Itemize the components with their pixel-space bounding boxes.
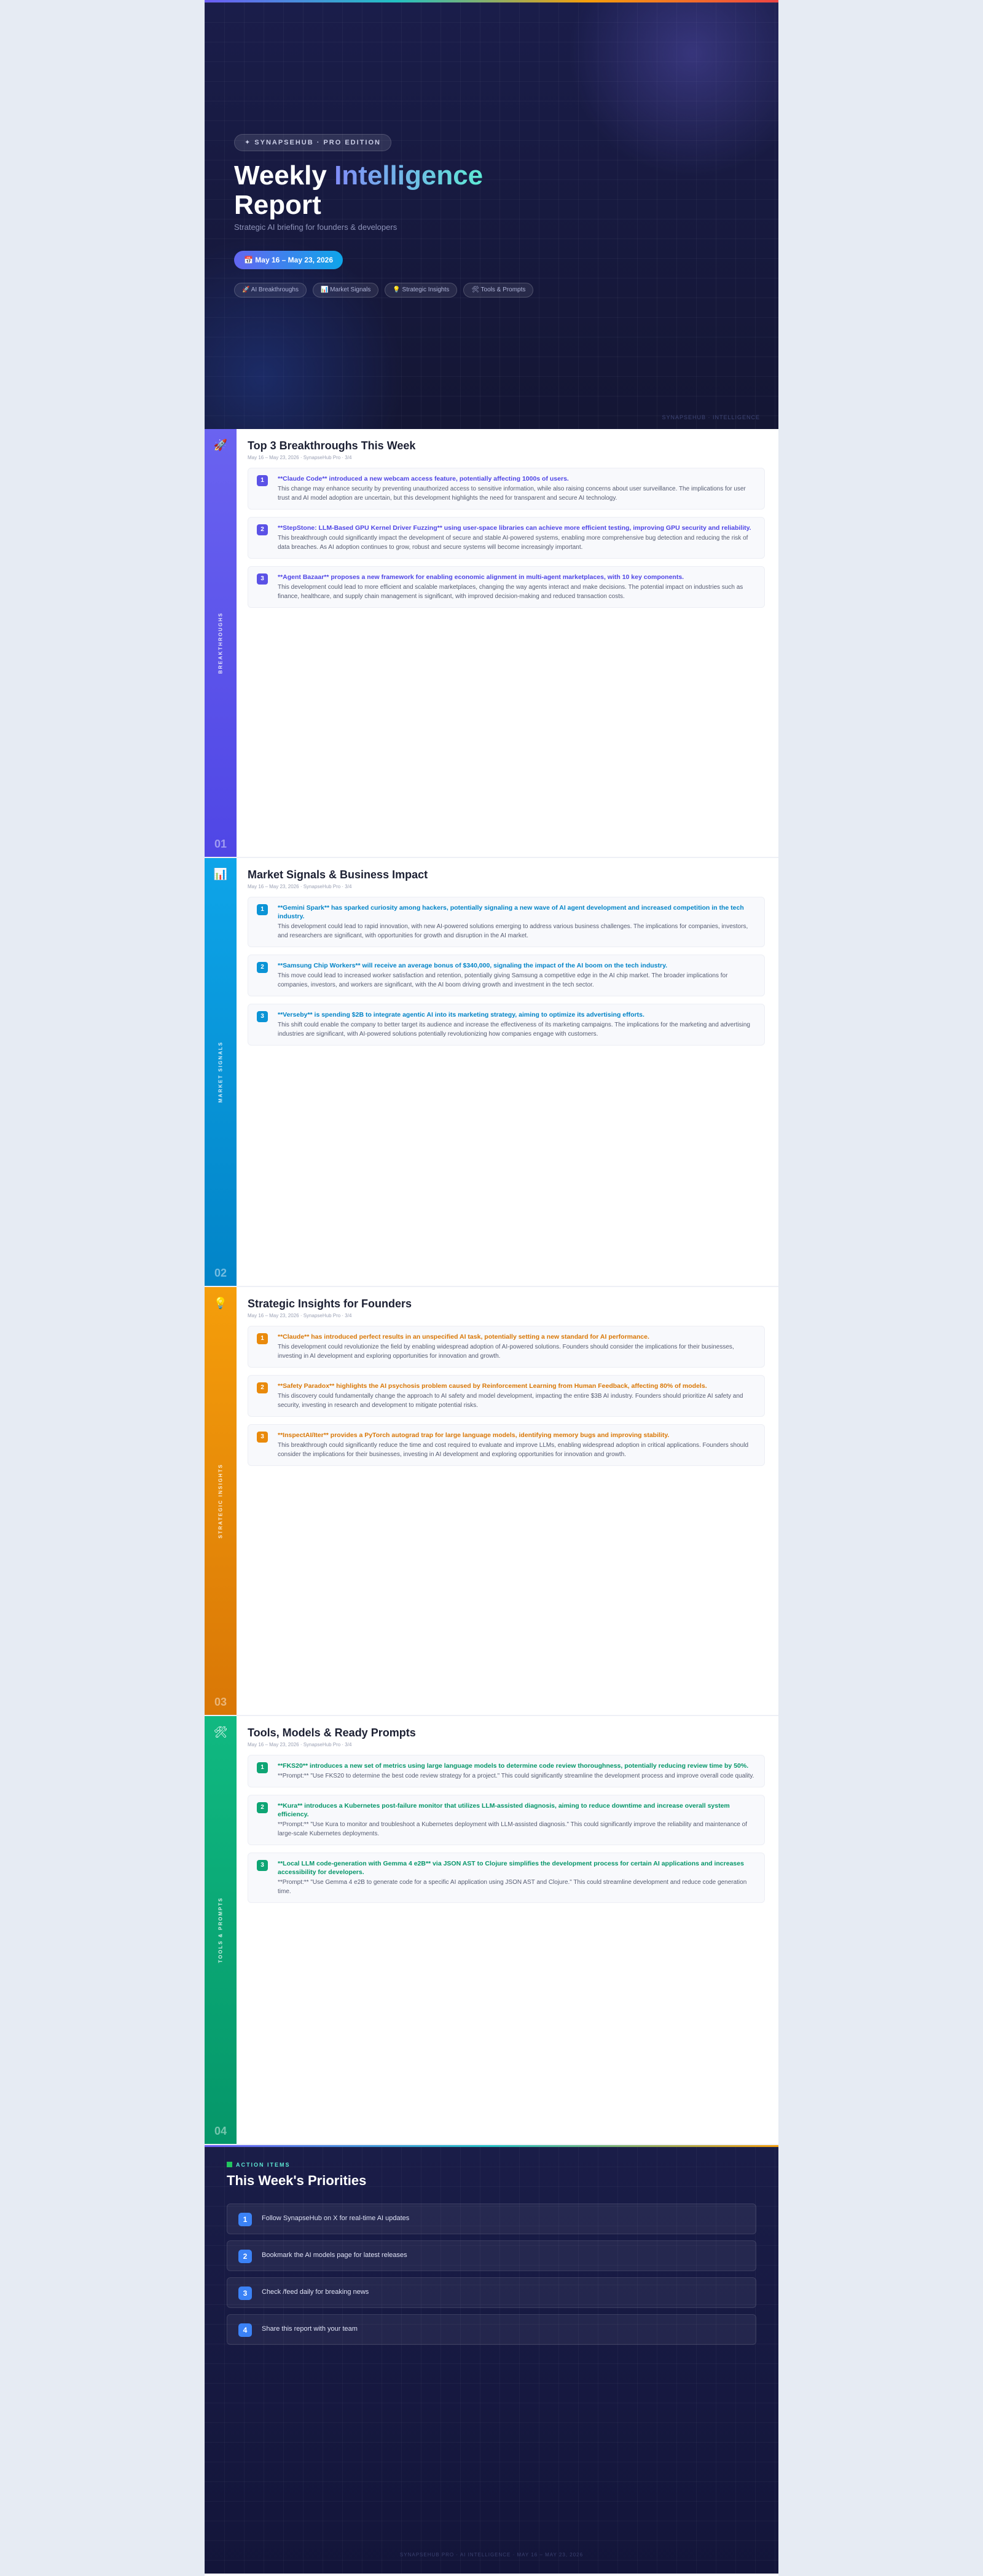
item-body: **Prompt:** "Use Gemma 4 e2B to generate code for a specific AI application using JSON AST and Clojure." This could streamline development and reduce code generation time. [278, 1879, 747, 1895]
tag-strategic-insights[interactable]: 💡 Strategic Insights [385, 283, 457, 297]
section-content [248, 1726, 765, 1903]
list-item [248, 517, 765, 559]
item-number-badge: 3 [257, 1432, 268, 1443]
date-range-badge: 📅 May 16 – May 23, 2026 [234, 251, 343, 269]
section-vertical-label: STRATEGIC INSIGHTS [217, 1463, 224, 1538]
item-body: This development could lead to more efficient and scalable marketplaces, changing the way agents interact and make decisions. The potential impact on industries such as finance, healthcare, and supply chain management is significant, with improved decision-making and reduced transaction costs. [278, 584, 743, 600]
item-number-badge: 1 [257, 1333, 268, 1344]
hero-footer-text: SYNAPSEHUB · INTELLIGENCE [662, 414, 760, 420]
section-vertical-label: TOOLS & PROMPTS [217, 1897, 224, 1963]
priority-text: Follow SynapseHub on X for real-time AI updates [262, 2215, 410, 2222]
priorities-list [227, 2204, 756, 2351]
priority-text: Check /feed daily for breaking news [262, 2288, 369, 2296]
priority-number-badge: 1 [238, 2213, 252, 2226]
item-headline: **Samsung Chip Workers** will receive an average bonus of $340,000, signaling the impact of the AI boom on the tech industry. [278, 962, 668, 969]
item-number-badge: 1 [257, 1762, 268, 1773]
tools-icon: 🛠 [213, 1726, 228, 1738]
item-headline: **Kura** introduces a Kubernetes post-failure monitor that utilizes LLM-assisted diagnosis, aiming to reduce downtime and increase overall system efficiency. [278, 1802, 730, 1818]
item-body: This breakthrough could significantly reduce the time and cost required to evaluate and improve LLMs, enabling widespread adoption in critical applications. Founders should consider the implications for their businesses, investing in AI development and exploring opportunities for innovation and growth. [278, 1442, 749, 1458]
rocket-icon: 🚀 [213, 439, 228, 451]
item-number-badge: 3 [257, 1011, 268, 1022]
item-headline: **Gemini Spark** has sparked curiosity among hackers, potentially signaling a new wave of AI agent development and increased competition in the tech industry. [278, 904, 744, 920]
chart-icon: 📊 [213, 868, 228, 880]
section-strategic-insights [205, 1287, 778, 1716]
section-meta: May 16 – May 23, 2026 · SynapseHub Pro · 3/4 [248, 1313, 352, 1318]
item-body: This shift could enable the company to better target its audience and increase the effectiveness of its marketing campaigns. The implications for the marketing and advertising industries are significant, with AI-powered solutions potentially revolutionizing how companies engage with customers. [278, 1022, 750, 1038]
item-body: This discovery could fundamentally change the approach to AI safety and model development, impacting the entire $3B AI industry. Founders should prioritize AI safety and security, investing in research and development to mitigate potential risks. [278, 1393, 743, 1409]
list-item [248, 1424, 765, 1466]
section-vertical-label: MARKET SIGNALS [217, 1041, 224, 1103]
item-number-badge: 1 [257, 475, 268, 486]
priorities-kicker [227, 2162, 291, 2168]
section-number: 04 [214, 2125, 227, 2137]
title-word-intelligence: Intelligence [334, 160, 484, 191]
item-number-badge: 2 [257, 962, 268, 973]
lightbulb-icon: 💡 [213, 1297, 228, 1309]
item-body: **Prompt:** "Use FKS20 to determine the best code review strategy for a project." This could significantly streamline the development process and improve overall code quality. [278, 1773, 754, 1779]
section-strip [205, 429, 237, 857]
priority-item[interactable] [227, 2240, 756, 2271]
tag-market-signals[interactable]: 📊 Market Signals [313, 283, 378, 297]
edition-badge: ✦ SYNAPSEHUB · PRO EDITION [234, 134, 391, 151]
section-number: 03 [214, 1696, 227, 1708]
section-meta: May 16 – May 23, 2026 · SynapseHub Pro · 3/4 [248, 884, 352, 889]
section-content [248, 868, 765, 1046]
item-body: This development could revolutionize the field by enabling widespread adoption of AI-powered solutions. Founders should consider the implications for their businesses, investing in AI development and exploring opportunities for innovation and growth. [278, 1344, 734, 1360]
list-item [248, 1853, 765, 1903]
item-number-badge: 2 [257, 1802, 268, 1813]
title-word-report: Report [234, 190, 321, 220]
list-item [248, 468, 765, 510]
section-meta: May 16 – May 23, 2026 · SynapseHub Pro · 3/4 [248, 455, 352, 460]
item-headline: **Agent Bazaar** proposes a new framework for enabling economic alignment in multi-agent marketplaces, with 10 key components. [278, 573, 684, 581]
tag-ai-breakthroughs[interactable]: 🚀 AI Breakthroughs [234, 283, 307, 297]
report-page [205, 0, 778, 2576]
item-headline: **Verseby** is spending $2B to integrate agentic AI into its marketing strategy, aiming to optimize its advertising efforts. [278, 1011, 644, 1018]
section-meta: May 16 – May 23, 2026 · SynapseHub Pro · 3/4 [248, 1742, 352, 1747]
topic-tags [234, 283, 533, 297]
list-item [248, 1326, 765, 1368]
section-strip [205, 858, 237, 1286]
tag-tools-prompts[interactable]: 🛠 Tools & Prompts [463, 283, 533, 297]
section-strip [205, 1716, 237, 2144]
section-content [248, 1297, 765, 1466]
page-title [234, 161, 483, 220]
section-market-signals [205, 858, 778, 1287]
item-number-badge: 3 [257, 573, 268, 585]
list-item [248, 1795, 765, 1845]
item-number-badge: 3 [257, 1860, 268, 1871]
section-content [248, 439, 765, 608]
item-body: This breakthrough could significantly impact the development of secure and stable AI-powered systems, enabling more comprehensive bug detection and reducing the risk of data breaches. As AI adoption continues to grow, robust and secure systems will become increasingly important. [278, 535, 748, 551]
page-footer: SYNAPSEHUB PRO · AI INTELLIGENCE · MAY 16 – MAY 23, 2026 [399, 2552, 584, 2558]
priorities-section [205, 2145, 778, 2574]
item-headline: **FKS20** introduces a new set of metrics using large language models to determine code review thoroughness, potentially reducing review time by 50%. [278, 1762, 749, 1770]
page-subtitle: Strategic AI briefing for founders & developers [234, 223, 398, 232]
title-word-weekly: Weekly [234, 160, 327, 191]
section-title: Top 3 Breakthroughs This Week [248, 439, 416, 452]
item-body: This change may enhance security by preventing unauthorized access to sensitive information, while also raising concerns about user surveillance. The implications for user trust and AI model adoption are uncertain, but this development highlights the need for transparent and secure AI technology. [278, 486, 746, 502]
item-number-badge: 2 [257, 524, 268, 535]
priority-number-badge: 3 [238, 2286, 252, 2300]
item-body: This move could lead to increased worker satisfaction and retention, potentially giving Samsung a competitive edge in the AI chip market. The broader implications for companies, investors, and workers are significant, with the AI boom driving growth and investment in the tech sector. [278, 972, 728, 988]
priority-item[interactable] [227, 2204, 756, 2234]
list-item [248, 1755, 765, 1787]
priority-text: Share this report with your team [262, 2325, 358, 2333]
priority-item[interactable] [227, 2314, 756, 2345]
section-number: 02 [214, 1267, 227, 1279]
checkbox-icon [227, 2162, 232, 2167]
item-headline: **Claude** has introduced perfect results in an unspecified AI task, potentially setting a new standard for AI performance. [278, 1333, 649, 1341]
priority-number-badge: 2 [238, 2250, 252, 2263]
priorities-title: This Week's Priorities [227, 2173, 367, 2188]
section-strip [205, 1287, 237, 1715]
item-number-badge: 1 [257, 904, 268, 915]
item-headline: **Claude Code** introduced a new webcam access feature, potentially affecting 1000s of users. [278, 475, 569, 483]
item-body: This development could lead to rapid innovation, with new AI-powered solutions emerging to address various business challenges. The implications for companies, investors, and researchers are significant, with opportunities for growth and disruption in the AI market. [278, 923, 748, 939]
item-headline: **Safety Paradox** highlights the AI psychosis problem caused by Reinforcement Learning from Human Feedback, affecting 80% of models. [278, 1382, 707, 1390]
item-headline: **StepStone: LLM-Based GPU Kernel Driver Fuzzing** using user-space libraries can achieve more efficient testing, improving GPU security and reliability. [278, 524, 751, 532]
section-title: Strategic Insights for Founders [248, 1298, 412, 1310]
section-vertical-label: BREAKTHROUGHS [217, 612, 224, 674]
item-headline: **Local LLM code-generation with Gemma 4 e2B** via JSON AST to Clojure simplifies the development process for certain AI applications and increases accessibility for developers. [278, 1860, 744, 1876]
section-tools-prompts [205, 1716, 778, 2145]
priority-text: Bookmark the AI models page for latest releases [262, 2251, 407, 2259]
section-title: Tools, Models & Ready Prompts [248, 1727, 416, 1739]
section-number: 01 [214, 838, 227, 850]
list-item [248, 566, 765, 608]
item-number-badge: 2 [257, 1382, 268, 1393]
item-headline: **InspectAI/Iter** provides a PyTorch autograd trap for large language models, identifying memory bugs and improving stability. [278, 1432, 670, 1439]
section-breakthroughs [205, 429, 778, 858]
list-item [248, 897, 765, 947]
section-title: Market Signals & Business Impact [248, 869, 428, 881]
list-item [248, 1375, 765, 1417]
list-item [248, 1004, 765, 1046]
list-item [248, 955, 765, 996]
item-body: **Prompt:** "Use Kura to monitor and troubleshoot a Kubernetes deployment with LLM-assisted diagnosis." This could significantly improve the reliability and maintenance of large-scale Kubernetes deployments. [278, 1821, 747, 1837]
hero-banner [205, 0, 778, 429]
priority-item[interactable] [227, 2277, 756, 2308]
priority-number-badge: 4 [238, 2323, 252, 2337]
priorities-kicker-text: ACTION ITEMS [236, 2162, 291, 2168]
